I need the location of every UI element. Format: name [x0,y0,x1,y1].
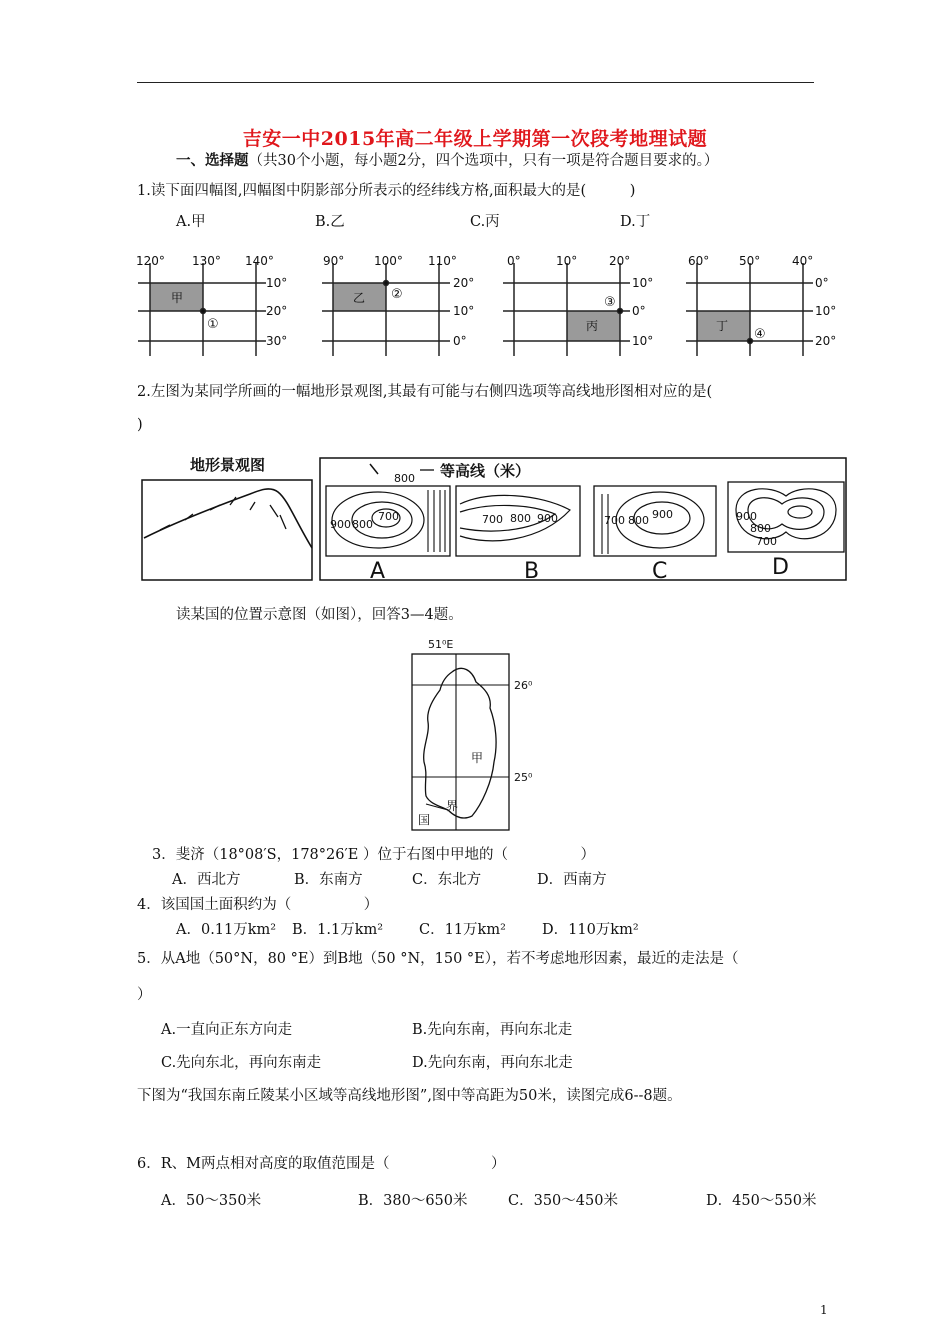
scene-label: 地形景观图 [190,456,266,474]
map-lat-25: 25⁰ [514,771,533,784]
map-border-guo: 国 [418,813,431,827]
contour-label: 等高线（米） [440,462,531,480]
grid-yi-side-3: 0° [453,334,467,348]
intro-questions-6-8: 下图为“我国东南丘陵某小区域等高线地形图”,图中等高距为50米，读图完成6--8题。 [137,1088,682,1104]
section-heading-note: （共30个小题，每小题2分，四个选项中，只有一项是符合题目要求的。） [248,153,719,169]
grid-bing-side-1: 10° [632,276,654,290]
grid-yi-label: 乙 [353,291,366,305]
grid-yi-top-2: 100° [374,254,403,268]
map-longitude: 51⁰E [428,638,454,651]
q1-option-c: C.丙 [470,214,500,230]
page-title: 吉安一中2015年高二年级上学期第一次段考地理试题 [242,128,708,150]
grid-ding-side-2: 10° [815,304,837,318]
grid-jia-side-1: 10° [266,276,288,290]
grid-yi-side-1: 20° [453,276,475,290]
question-3-stem: 3．斐济（18°08′S，178°26′E ）位于右图中甲地的（ ） [152,847,595,863]
q5-option-b: B.先向东南，再向东北走 [412,1022,573,1038]
grid-jia-side-2: 20° [266,304,288,318]
panel-c-label-3: 900 [652,508,673,521]
q5-option-c: C.先向东北，再向东南走 [161,1055,322,1071]
panel-a-label-3: 700 [378,510,399,523]
q6-option-b: B．380～650米 [358,1193,468,1209]
panel-c-label-2: 800 [628,514,649,527]
panel-d-label-2: 800 [750,522,771,535]
panel-c-label-1: 700 [604,514,625,527]
grid-jia-label: 甲 [171,291,184,305]
grid-ding-side-1: 0° [815,276,829,290]
read-map-instruction: 读某国的位置示意图（如图），回答3—4题。 [176,607,463,623]
grid-ding-label: 丁 [716,319,729,333]
question-5-stem-line1: 5．从A地（50°N，80 °E）到B地（50 °N，150 °E），若不考虑地形因素，最近的走法是（ [137,951,739,967]
panel-b-letter: B [524,559,540,584]
panel-a-letter: A [370,559,386,584]
q3-option-a: A．西北方 [172,872,241,888]
panel-d-label-1: 900 [736,510,757,523]
panel-d-letter: D [772,555,789,580]
q1-option-b: B.乙 [315,214,345,230]
grid-ding [686,263,813,356]
grid-jia-marker: ① [207,317,219,332]
country-location-map [400,634,560,834]
panel-a-label-2: 800 [352,518,373,531]
grid-bing-label: 丙 [586,319,599,333]
grid-yi-marker: ② [391,287,403,302]
grid-jia-top-3: 140° [245,254,274,268]
question-2-stem-line2: ) [137,417,143,433]
grid-bing-top-2: 10° [556,254,578,268]
grid-yi-top-3: 110° [428,254,457,268]
q5-option-a: A.一直向正东方向走 [161,1022,293,1038]
panel-b-label-1: 700 [482,513,503,526]
grid-ding-top-2: 50° [739,254,761,268]
q3-option-b: B．东南方 [294,872,363,888]
map-lat-26: 26⁰ [514,679,533,692]
grid-bing-marker: ③ [604,295,616,310]
grid-yi-side-2: 10° [453,304,475,318]
question-4-stem: 4．该国国土面积约为（ ） [137,897,379,913]
q1-option-d: D.丁 [620,214,651,230]
q4-option-c: C．11万km² [419,922,506,938]
grid-bing-top-3: 20° [609,254,631,268]
question-6-stem: 6．R、M两点相对高度的取值范围是（ ） [137,1156,506,1172]
question-5-stem-line2: ） [137,987,152,1003]
grid-bing-side-3: 10° [632,334,654,348]
grid-jia [138,263,266,356]
q4-option-b: B．1.1万km² [292,922,384,938]
grid-yi-top-1: 90° [323,254,345,268]
contour-top-value: 800 [394,472,415,485]
contour-panels [320,458,846,584]
grid-ding-top-1: 60° [688,254,710,268]
question-1-stem: 1.读下面四幅图,四幅图中阴影部分所表示的经纬线方格,面积最大的是( ) [137,183,636,199]
panel-a-label-1: 900 [330,518,351,531]
grid-jia-top-2: 130° [192,254,221,268]
section-heading-label: 一、选择题 [176,152,249,169]
page-number: 1 [820,1303,828,1317]
q6-option-d: D．450～550米 [706,1193,817,1209]
terrain-scene [142,456,312,580]
question-2-stem-line1: 2.左图为某同学所画的一幅地形景观图,其最有可能与右侧四选项等高线地形图相对应的是( [137,384,713,400]
q6-option-a: A．50～350米 [161,1193,262,1209]
grid-ding-marker: ④ [754,327,766,342]
grid-bing-top-1: 0° [507,254,521,268]
q1-option-a: A.甲 [176,214,206,230]
map-place-jia: 甲 [471,751,484,765]
q5-option-d: D.先向东南，再向东北走 [412,1055,573,1071]
grid-jia-top-1: 120° [136,254,165,268]
grid-jia-side-3: 30° [266,334,288,348]
q4-option-d: D．110万km² [542,922,639,938]
grid-yi [322,263,450,356]
q4-option-a: A．0.11万km² [176,922,277,938]
map-border-jie: 界 [446,799,459,813]
panel-c-letter: C [652,559,668,584]
grid-bing-side-2: 0° [632,304,646,318]
q6-option-c: C．350～450米 [508,1193,618,1209]
q3-option-c: C．东北方 [412,872,482,888]
panel-b-label-3: 900 [537,512,558,525]
panel-b-label-2: 800 [510,512,531,525]
grid-ding-side-3: 20° [815,334,837,348]
grid-ding-top-3: 40° [792,254,814,268]
lat-lon-grid-figures [0,0,950,380]
q3-option-d: D．西南方 [537,872,607,888]
terrain-contour-figure [130,450,850,590]
panel-d-label-3: 700 [756,535,777,548]
